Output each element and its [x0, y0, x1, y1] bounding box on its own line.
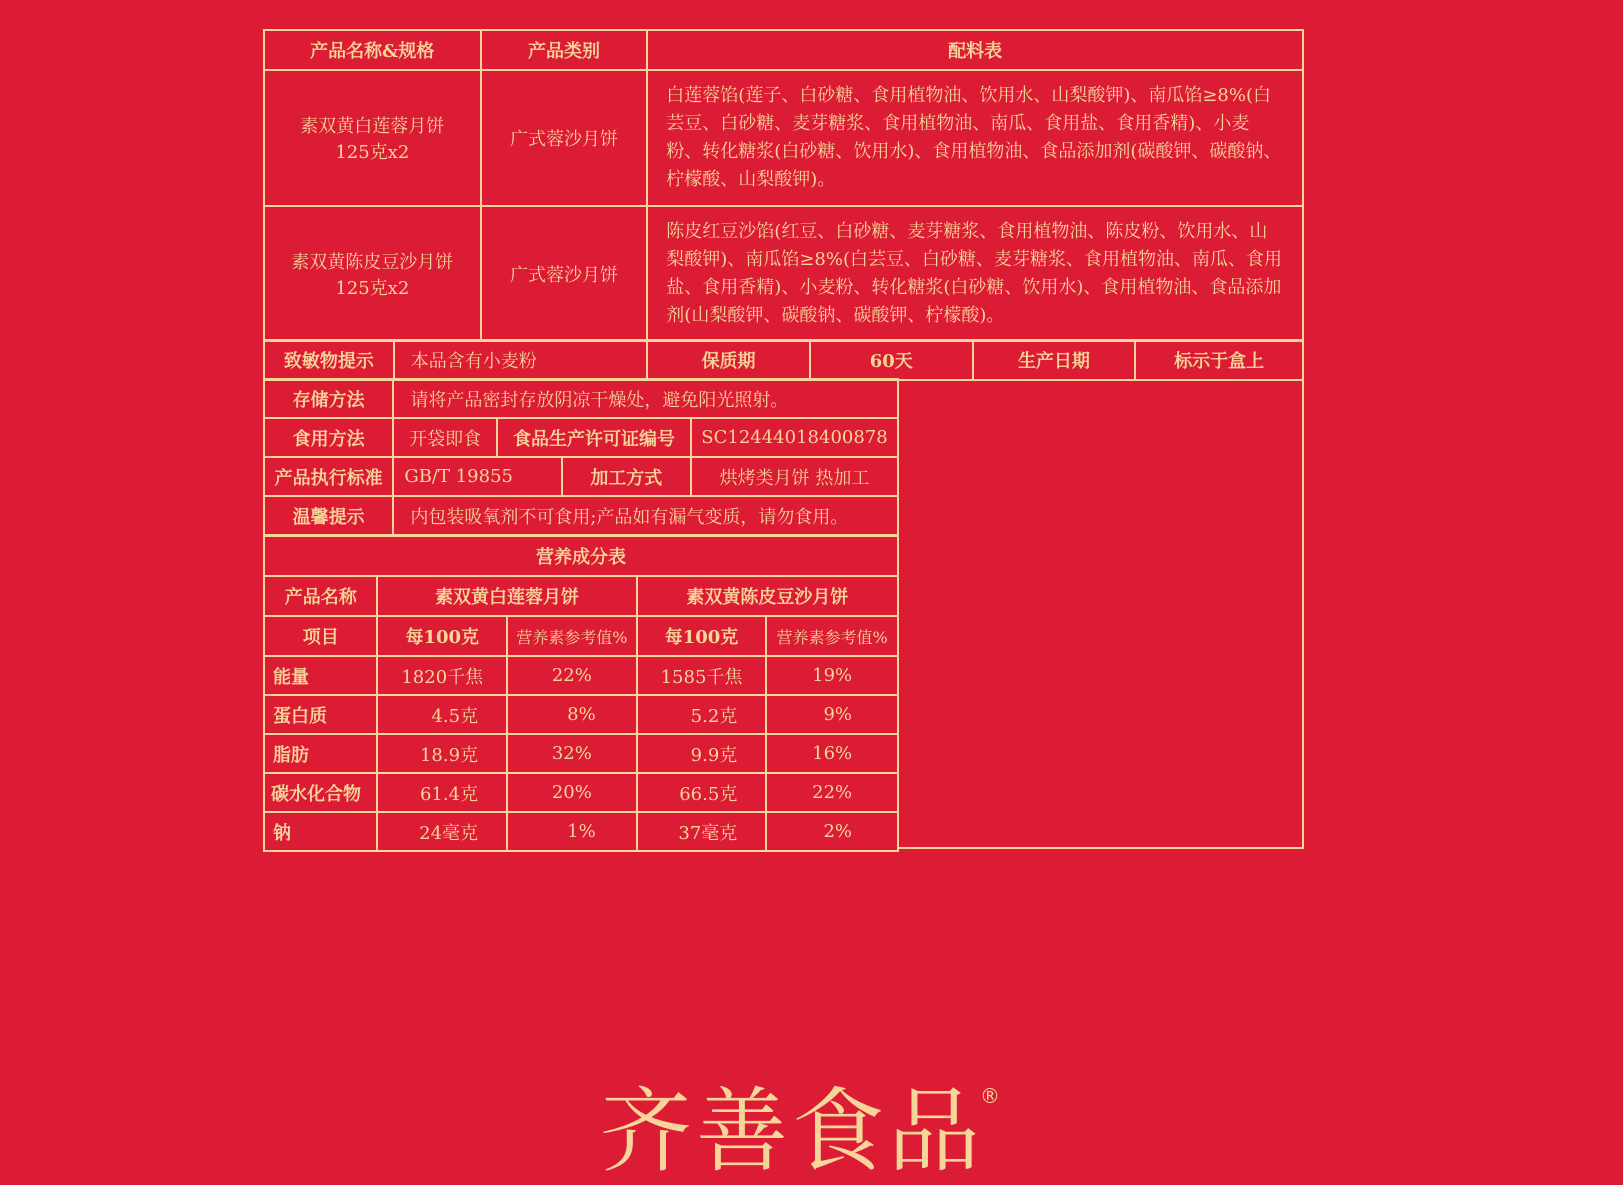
nutrient-a-nrv: 8% [507, 695, 637, 734]
shelf-life-label: 保质期 [647, 340, 810, 380]
nutrient-b-nrv: 22% [766, 773, 898, 812]
nutrition-product-b: 素双黄陈皮豆沙月饼 [637, 576, 898, 616]
nutrient-name: 蛋白质 [264, 695, 377, 734]
allergen-shelf-row [263, 339, 1304, 381]
nutrition-row [264, 734, 898, 773]
per100-label-a: 每100克 [377, 616, 507, 656]
storage-label: 存储方法 [264, 379, 393, 418]
product-name: 素双黄陈皮豆沙月饼 [291, 251, 454, 273]
brand-logo [600, 1078, 1000, 1185]
nutrient-b-nrv: 2% [766, 812, 898, 851]
nutrient-a-per100: 18.9克 [377, 734, 507, 773]
license-label: 食品生产许可证编号 [497, 418, 691, 457]
nutrient-a-per100: 24毫克 [377, 812, 507, 851]
usage-value: 开袋即食 [393, 418, 497, 457]
shelf-life-value: 60天 [810, 340, 973, 380]
allergen-label: 致敏物提示 [264, 340, 394, 380]
nutrition-row [264, 773, 898, 812]
nutrient-a-per100: 4.5克 [377, 695, 507, 734]
nutrition-row [264, 812, 898, 851]
product-details-table [263, 378, 899, 536]
registered-mark: ® [980, 1084, 1000, 1108]
per100-label-b: 每100克 [637, 616, 767, 656]
nutrient-a-nrv: 1% [507, 812, 637, 851]
nutrient-name: 钠 [264, 812, 377, 851]
license-value: SC12444018400878 [691, 418, 898, 457]
nutrient-b-per100: 37毫克 [637, 812, 767, 851]
nutrient-name: 碳水化合物 [264, 773, 377, 812]
production-date-label: 生产日期 [973, 340, 1136, 380]
nutrition-row [264, 695, 898, 734]
process-label: 加工方式 [562, 457, 691, 496]
header-name-spec: 产品名称&规格 [264, 30, 481, 70]
nutrient-a-per100: 61.4克 [377, 773, 507, 812]
usage-label: 食用方法 [264, 418, 393, 457]
nutrient-b-nrv: 19% [766, 656, 898, 695]
standard-value: GB/T 19855 [393, 457, 561, 496]
table-row [264, 70, 1303, 206]
product-category: 广式蓉沙月饼 [481, 70, 648, 206]
product-spec: 125克x2 [335, 277, 410, 299]
product-info-table [263, 29, 1304, 342]
storage-value: 请将产品密封存放阴凉干燥处，避免阳光照射。 [393, 379, 898, 418]
nutrient-b-nrv: 9% [766, 695, 898, 734]
product-spec: 125克x2 [335, 142, 410, 163]
nutrition-product-a: 素双黄白莲蓉月饼 [377, 576, 636, 616]
header-category: 产品类别 [481, 30, 648, 70]
nutrient-a-per100: 1820千焦 [377, 656, 507, 695]
product-category: 广式蓉沙月饼 [481, 206, 648, 341]
nutrient-b-per100: 66.5克 [637, 773, 767, 812]
nutrient-a-nrv: 22% [507, 656, 637, 695]
nutrition-table [263, 535, 899, 852]
product-ingredients: 陈皮红豆沙馅(红豆、白砂糖、麦芽糖浆、食用植物油、陈皮粉、饮用水、山梨酸钾)、南瓜馅≥8%(白芸豆、白砂糖、麦芽糖浆、食用植物油、南瓜、食用盐、食用香精)、小麦粉、转化糖浆(白砂糖、饮用水)、食用植物油、食品添加剂(山梨酸钾、碳酸钠、碳酸钾、柠檬酸)。 [647, 206, 1303, 341]
production-date-value: 标示于盒上 [1135, 340, 1303, 380]
nutrient-name: 脂肪 [264, 734, 377, 773]
product-ingredients: 白莲蓉馅(莲子、白砂糖、食用植物油、饮用水、山梨酸钾)、南瓜馅≥8%(白芸豆、白砂糖、麦芽糖浆、食用植物油、南瓜、食用盐、食用香精)、小麦粉、转化糖浆(白砂糖、饮用水)、食用植物油、食品添加剂(碳酸钾、碳酸钠、柠檬酸、山梨酸钾)。 [647, 70, 1303, 206]
header-ingredients: 配料表 [647, 30, 1303, 70]
production-date-box [897, 378, 1304, 849]
standard-label: 产品执行标准 [264, 457, 393, 496]
tip-value: 内包装吸氧剂不可食用;产品如有漏气变质，请勿食用。 [393, 496, 898, 535]
nrv-label-a: 营养素参考值% [507, 616, 637, 656]
nutrient-b-per100: 9.9克 [637, 734, 767, 773]
allergen-value: 本品含有小麦粉 [394, 340, 647, 380]
nutrition-title: 营养成分表 [264, 536, 898, 576]
nutrient-b-nrv: 16% [766, 734, 898, 773]
product-name-label: 产品名称 [264, 576, 377, 616]
product-name-spec-cell [264, 206, 481, 341]
item-label: 项目 [264, 616, 377, 656]
tip-label: 温馨提示 [264, 496, 393, 535]
product-name-spec-cell [264, 70, 481, 206]
nutrition-row [264, 656, 898, 695]
brand-logo-text: 齐善食品 [600, 1078, 985, 1185]
nutrient-name: 能量 [264, 656, 377, 695]
nrv-label-b: 营养素参考值% [766, 616, 898, 656]
process-value: 烘烤类月饼 热加工 [691, 457, 898, 496]
nutrient-a-nrv: 32% [507, 734, 637, 773]
nutrient-b-per100: 5.2克 [637, 695, 767, 734]
product-name: 素双黄白莲蓉月饼 [300, 116, 445, 137]
table-header-row [264, 30, 1303, 70]
nutrient-b-per100: 1585千焦 [637, 656, 767, 695]
table-row [264, 206, 1303, 341]
nutrient-a-nrv: 20% [507, 773, 637, 812]
